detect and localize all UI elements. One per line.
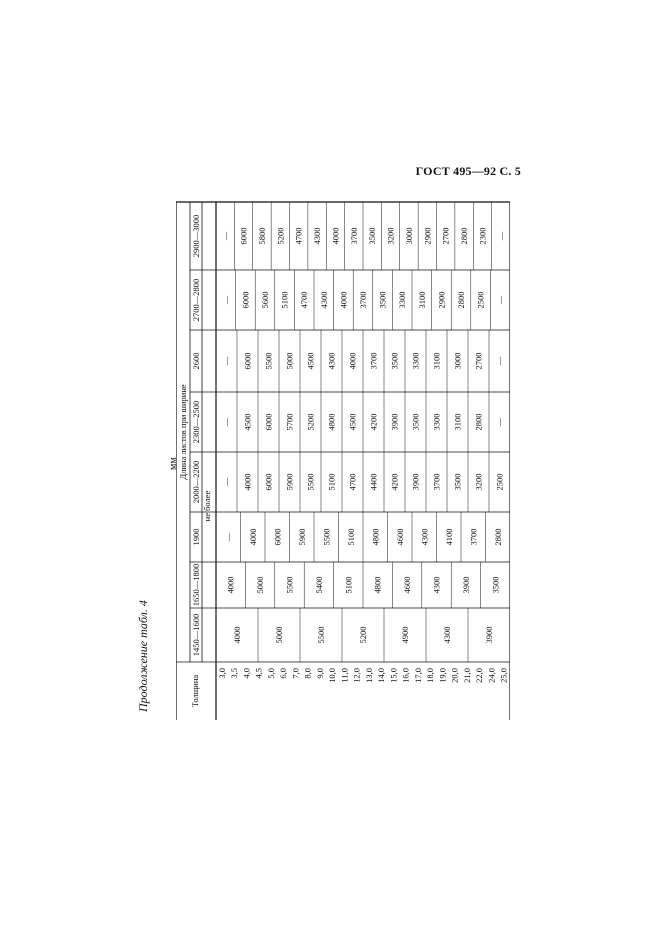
thickness-value: 25,0 bbox=[498, 668, 509, 683]
table-cell: 3700 bbox=[468, 528, 479, 546]
table-cell: 5200 bbox=[358, 626, 368, 644]
table-cell: 4300 bbox=[419, 528, 430, 546]
table-cell: 3200 bbox=[385, 227, 396, 245]
table-cell: — bbox=[220, 295, 231, 305]
table-cell: 4900 bbox=[400, 626, 410, 644]
table-cell: 2500 bbox=[475, 291, 486, 309]
table-cell: 3700 bbox=[368, 352, 379, 370]
table-cell: 4000 bbox=[242, 473, 253, 491]
table-cell: 5000 bbox=[274, 626, 284, 644]
table-cell: — bbox=[495, 295, 506, 305]
table-cell: 4700 bbox=[347, 473, 358, 491]
table-cell: 3700 bbox=[348, 227, 359, 245]
table-cell: 2500 bbox=[494, 473, 505, 491]
thickness-value: 14,0 bbox=[376, 668, 387, 683]
table-cell: 5200 bbox=[305, 413, 316, 431]
page-header: ГОСТ 495—92 С. 5 bbox=[415, 164, 521, 178]
thickness-value: 12,0 bbox=[351, 668, 362, 683]
thickness-value: 17,0 bbox=[412, 668, 423, 683]
table-cell: 4700 bbox=[299, 291, 310, 309]
column-header-2: 1900 bbox=[191, 528, 201, 546]
table-cell: — bbox=[495, 231, 506, 241]
column-header-1: 1650—1800 bbox=[191, 563, 201, 607]
table-cell: 5900 bbox=[284, 473, 295, 491]
table-cell: 5500 bbox=[263, 352, 274, 370]
table-cell: 3900 bbox=[389, 413, 400, 431]
table-cell: 6000 bbox=[242, 352, 253, 370]
not-more-note: не более bbox=[202, 490, 212, 522]
table-cell: 5500 bbox=[316, 626, 326, 644]
table-cell: — bbox=[221, 477, 232, 487]
table-cell: 2800 bbox=[492, 528, 503, 546]
table-cell: 3700 bbox=[358, 291, 368, 309]
table-cell: 4100 bbox=[443, 528, 454, 546]
table-cell: 6000 bbox=[263, 413, 274, 431]
table-cell: 3100 bbox=[416, 291, 427, 309]
column-header-0: 1450—1600 bbox=[191, 613, 201, 657]
table-cell: 4200 bbox=[368, 413, 379, 431]
column-header-4: 2300—2500 bbox=[191, 400, 201, 444]
table-cell: 4800 bbox=[372, 576, 383, 594]
table-cell: 4300 bbox=[318, 291, 329, 309]
table-cell: 4400 bbox=[368, 473, 379, 491]
table-cell: 4000 bbox=[330, 227, 341, 245]
table-cell: — bbox=[223, 532, 234, 542]
table-cell: 5500 bbox=[321, 528, 332, 546]
table-cell: 2900 bbox=[436, 291, 447, 309]
table-cell: 4800 bbox=[326, 413, 337, 431]
column-header-3: 2000—2200 bbox=[191, 460, 201, 504]
rotated-content bbox=[136, 200, 510, 720]
table-cell: 3900 bbox=[460, 576, 471, 594]
thickness-value: 22,0 bbox=[474, 668, 485, 683]
table-cell: 5000 bbox=[255, 576, 266, 594]
thickness-value: 16,0 bbox=[400, 668, 411, 683]
table-cell: 6000 bbox=[238, 227, 249, 245]
table-cell: 2700 bbox=[473, 352, 484, 370]
table-cell: 6000 bbox=[272, 528, 283, 546]
table-cell: 4200 bbox=[389, 473, 400, 491]
table-cell: 2300 bbox=[477, 227, 488, 245]
thickness-value: 6,0 bbox=[278, 668, 289, 679]
table-cell: 4500 bbox=[305, 352, 316, 370]
table-cell: 3500 bbox=[389, 352, 400, 370]
table-cell: — bbox=[220, 231, 231, 241]
thickness-value: 9,0 bbox=[314, 668, 325, 679]
table-cell: 4800 bbox=[370, 528, 381, 546]
table-cell: — bbox=[494, 417, 505, 427]
table-cell: 3700 bbox=[431, 473, 442, 491]
table-cell: 5500 bbox=[284, 576, 295, 594]
thickness-header: Толщина bbox=[190, 674, 200, 708]
table-cell: 3200 bbox=[473, 473, 484, 491]
table-cell: 4000 bbox=[232, 626, 242, 644]
thickness-value: 8,0 bbox=[302, 668, 313, 679]
thickness-value: 10,0 bbox=[327, 668, 338, 683]
thickness-value: 3,0 bbox=[216, 668, 227, 679]
table-cell: 3300 bbox=[431, 413, 442, 431]
table-cell: 2800 bbox=[456, 291, 466, 309]
table-cell: 2800 bbox=[459, 227, 470, 245]
thickness-value: 13,0 bbox=[363, 668, 374, 683]
table-cell: 4300 bbox=[312, 227, 323, 245]
table-cell: 3100 bbox=[431, 352, 442, 370]
table-cell: 3500 bbox=[410, 413, 421, 431]
table-cell: 5400 bbox=[313, 576, 324, 594]
table-cell: 3000 bbox=[403, 227, 414, 245]
table-cell: 2800 bbox=[473, 413, 484, 431]
thickness-value: 15,0 bbox=[388, 668, 399, 683]
table-cell: 5600 bbox=[260, 291, 270, 309]
width-group-header: Длина листов при ширине bbox=[178, 384, 188, 480]
thickness-value: 11,0 bbox=[339, 668, 350, 683]
table-cell: — bbox=[221, 417, 232, 427]
table-cell: 4000 bbox=[225, 576, 236, 594]
table-cell: 4700 bbox=[293, 227, 304, 245]
thickness-value: 4,5 bbox=[253, 668, 264, 679]
thickness-value: 20,0 bbox=[449, 668, 460, 683]
table-cell: 5100 bbox=[345, 528, 356, 546]
table-caption: Продолжение табл. 4 bbox=[136, 600, 150, 712]
table-cell: 5000 bbox=[284, 352, 295, 370]
table-cell: 3900 bbox=[410, 473, 421, 491]
table-cell: — bbox=[494, 356, 505, 366]
table-cell: 4000 bbox=[338, 291, 349, 309]
table-cell: 3500 bbox=[377, 291, 388, 309]
table-cell: 4000 bbox=[247, 528, 258, 546]
thickness-value: 7,0 bbox=[290, 668, 301, 679]
table-cell: 3000 bbox=[452, 352, 463, 370]
table-cell: 3300 bbox=[410, 352, 421, 370]
thickness-value: 19,0 bbox=[437, 668, 448, 683]
thickness-value: 4,0 bbox=[241, 668, 252, 679]
table-cell: 4600 bbox=[394, 528, 405, 546]
column-header-5: 2600 bbox=[191, 352, 201, 370]
thickness-table bbox=[176, 200, 510, 720]
table-cell: 3500 bbox=[367, 227, 378, 245]
thickness-value: 5,0 bbox=[265, 668, 276, 679]
table-cell: 3500 bbox=[490, 576, 501, 594]
table-cell: 3300 bbox=[397, 291, 408, 309]
table-cell: 4500 bbox=[242, 413, 253, 431]
table-cell: 5800 bbox=[256, 227, 267, 245]
table-cell: 4300 bbox=[442, 626, 452, 644]
table-cell: 4300 bbox=[431, 576, 442, 594]
column-header-6: 2700—2800 bbox=[191, 278, 201, 322]
thickness-value: 3,5 bbox=[229, 668, 240, 679]
table-cell: 5900 bbox=[296, 528, 307, 546]
table-cell: 5700 bbox=[284, 413, 295, 431]
table-cell: 2900 bbox=[422, 227, 433, 245]
table-cell: 5200 bbox=[275, 227, 286, 245]
thickness-value: 24,0 bbox=[486, 668, 497, 683]
table-cell: 3900 bbox=[484, 626, 494, 644]
table-cell: 5500 bbox=[305, 473, 316, 491]
table-cell: 5100 bbox=[343, 576, 354, 594]
table-cell: 3100 bbox=[452, 413, 463, 431]
column-header-7: 2900—3000 bbox=[191, 214, 201, 258]
table-cell: 6000 bbox=[263, 473, 274, 491]
table-cell: 3500 bbox=[452, 473, 463, 491]
table-cell: 2700 bbox=[440, 227, 451, 245]
table-cell: 4600 bbox=[402, 576, 413, 594]
table-cell: 4000 bbox=[347, 352, 358, 370]
rotated-table-block bbox=[136, 200, 510, 720]
table-cell: 6000 bbox=[240, 291, 251, 309]
thickness-value: 21,0 bbox=[461, 668, 472, 683]
table-cell: 5100 bbox=[279, 291, 290, 309]
thickness-value: 18,0 bbox=[425, 668, 436, 683]
table-cell: 4300 bbox=[326, 352, 337, 370]
table-cell: 4500 bbox=[347, 413, 358, 431]
table-cell: 5100 bbox=[326, 473, 337, 491]
table-cell: — bbox=[221, 356, 232, 366]
units-label: мм bbox=[168, 457, 179, 470]
